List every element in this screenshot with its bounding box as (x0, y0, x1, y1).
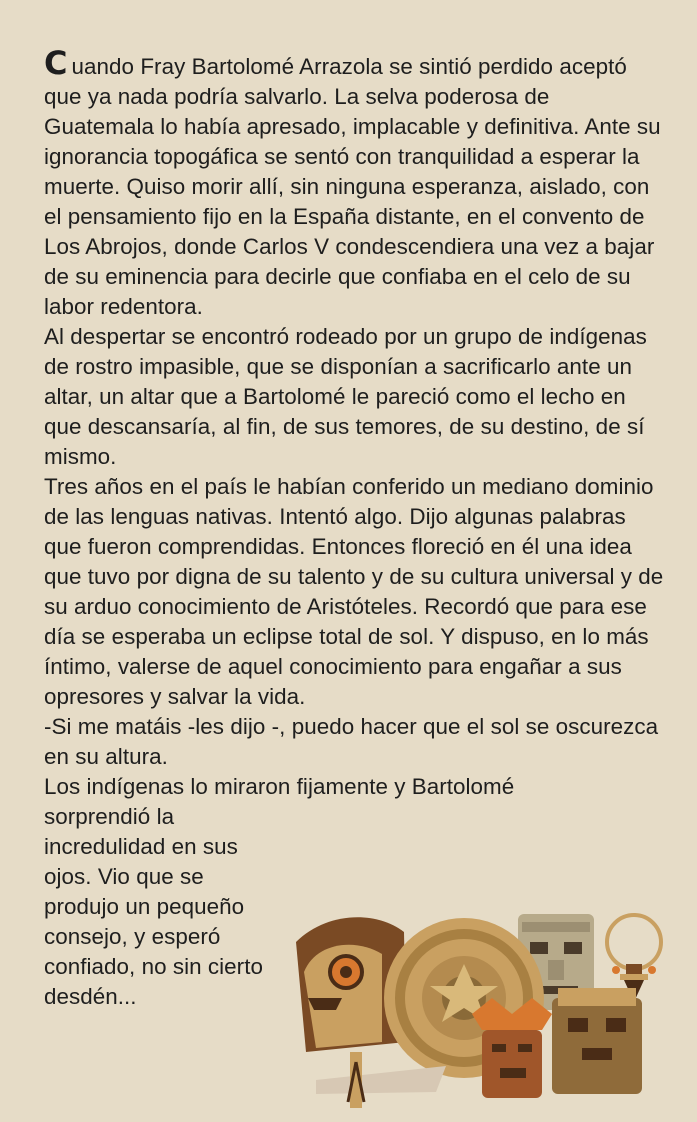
totem-icon (552, 988, 642, 1094)
paragraph-5-first-line: Los indígenas lo miraron fijamente y Bartolomé (44, 774, 515, 799)
mayan-artifacts-illustration (286, 902, 666, 1114)
paragraph-5-continuation: sorprendió la incredulidad en sus ojos. Vio que se produjo un pequeño consejo, y esperó confiado, no sin cierto desdén... (44, 804, 263, 1009)
paragraph-3: Tres años en el país le habían conferido un mediano dominio de las lenguas nativas. Intentó algo. Dijo algunas palabras que fueron comprendidas. Entonces floreció en él una idea que tuvo por digna de su talento y de su cultura universal y de su arduo conocimiento de Aristóteles. Recordó que para ese día se esperaba un eclipse total de sol. Y dispuso, en lo más íntimo, valerse de aquel conocimiento para engañar a sus opresores y salvar la vida. (44, 474, 664, 709)
paragraph-4: -Si me matáis -les dijo -, puedo hacer que el sol se oscurezca en su altura. (44, 714, 659, 769)
paragraph-1 (44, 44, 664, 322)
drop-cap: C (44, 44, 68, 82)
paragraph-2: Al despertar se encontró rodeado por un grupo de indígenas de rostro impasible, que se disponían a sacrificarlo ante un altar, un altar que a Bartolomé le pareció como el lecho en que descansaría, al fin, de sus temores, de su destino, de sí mismo. (44, 324, 647, 469)
story-text (44, 44, 664, 1012)
paragraph-1-text: uando Fray Bartolomé Arrazola se sintió perdido aceptó que ya nada podría salvarlo. La selva poderosa de Guatemala lo había apresado, implacable y definitiva. Ante su ignorancia topogáfica se sentó con tranquilidad a esperar la muerte. Quiso morir allí, sin ninguna esperanza, aislado, con el pensamiento fijo en la España distante, en el convento de Los Abrojos, donde Carlos V condescendiera una vez a bajar de su eminencia para decirle que confiaba en el celo de su labor redentora. (44, 54, 661, 319)
